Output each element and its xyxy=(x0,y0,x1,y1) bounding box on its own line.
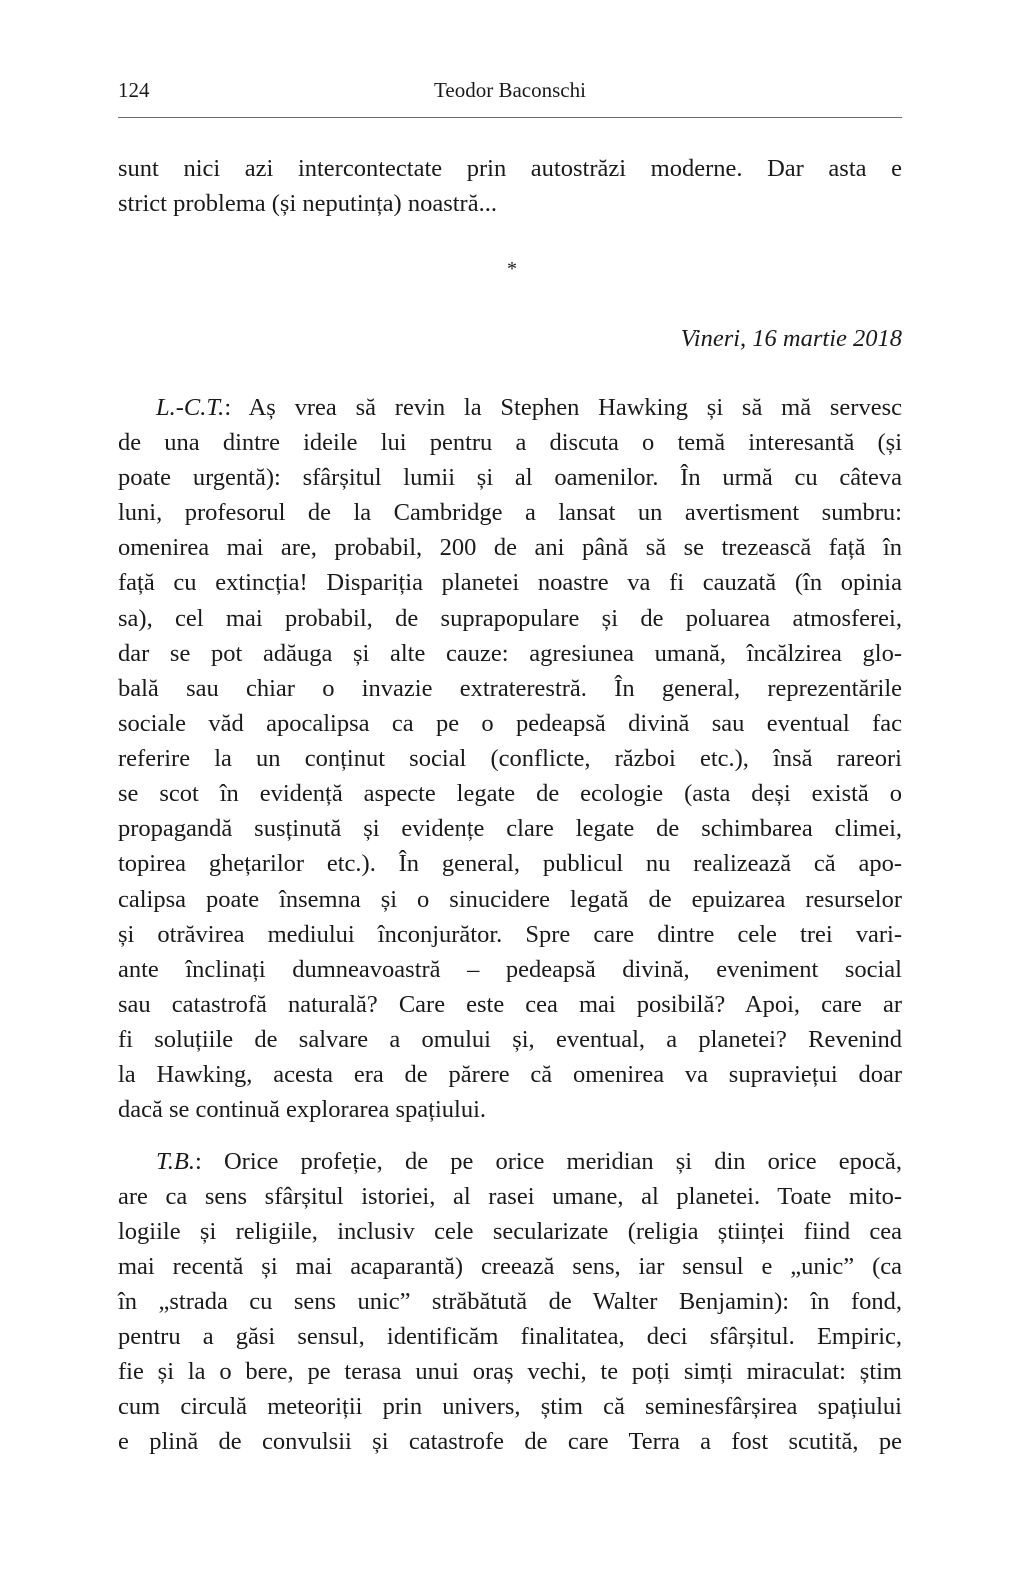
text-line: omenirea mai are, probabil, 200 de ani până să se trezească față în xyxy=(118,534,902,561)
header-rule xyxy=(118,117,902,118)
text-line: în „strada cu sens unic” străbătută de Walter Benjamin): în fond, xyxy=(118,1288,902,1315)
text-line: poate urgentă): sfârșitul lumii și al oamenilor. În urmă cu câteva xyxy=(118,464,902,491)
text-line: strict problema (și neputința) noastră... xyxy=(118,190,497,217)
text-line: ante înclinați dumneavoastră – pedeapsă divină, eveniment social xyxy=(118,956,902,983)
text-line: sunt nici azi intercontectate prin autostrăzi moderne. Dar asta e xyxy=(118,155,902,182)
text-line: pentru a găsi sensul, identificăm finalitatea, deci sfârșitul. Empiric, xyxy=(118,1323,902,1350)
speaker-label: T.B. xyxy=(156,1148,196,1175)
text-line: calipsa poate însemna și o sinucidere legată de epuizarea resurselor xyxy=(118,886,902,913)
text-line: referire la un conținut social (conflicte, război etc.), însă rareori xyxy=(118,745,902,772)
text-span: : Orice profeție, de pe orice meridian și din orice epocă, xyxy=(195,1148,902,1175)
answer-first-line xyxy=(156,1146,902,1178)
question-first-line xyxy=(156,392,902,424)
text-line: față cu extincția! Dispariția planetei noastre va fi cauzată (în opinia xyxy=(118,569,902,596)
text-line: dacă se continuă explorarea spațiului. xyxy=(118,1096,487,1123)
text-line: are ca sens sfârșitul istoriei, al rasei umane, al planetei. Toate mito- xyxy=(118,1183,902,1210)
text-line: și otrăvirea mediului înconjurător. Spre care dintre cele trei vari- xyxy=(118,921,902,948)
section-separator: * xyxy=(507,258,517,280)
text-line: fie și la o bere, pe terasa unui oraș vechi, te poți simți miraculat: știm xyxy=(118,1358,902,1385)
text-span: : Aș vrea să revin la Stephen Hawking și să mă servesc xyxy=(224,394,902,421)
text-line: se scot în evidență aspecte legate de ecologie (asta deși există o xyxy=(118,780,902,807)
page-header xyxy=(118,78,902,108)
text-line: sau catastrofă naturală? Care este cea mai posibilă? Apoi, care ar xyxy=(118,991,902,1018)
speaker-label: L.-C.T. xyxy=(156,394,225,421)
text-line: sa), cel mai probabil, de suprapopulare și de poluarea atmosferei, xyxy=(118,605,902,632)
text-line: cum circulă meteoriții prin univers, știm că seminesfârșirea spațiului xyxy=(118,1393,902,1420)
text-line: fi soluțiile de salvare a omului și, eventual, a planetei? Revenind xyxy=(118,1026,902,1053)
text-line: dar se pot adăuga și alte cauze: agresiunea umană, încălzirea glo- xyxy=(118,640,902,667)
page-number: 124 xyxy=(118,78,150,102)
text-line: mai recentă și mai acaparantă) creează sens, iar sensul e „unic” (ca xyxy=(118,1253,902,1280)
running-title: Teodor Baconschi xyxy=(434,78,586,102)
text-line: e plină de convulsii și catastrofe de care Terra a fost scutită, pe xyxy=(118,1428,902,1455)
text-line: propagandă susținută și evidențe clare legate de schimbarea climei, xyxy=(118,815,902,842)
text-line: bală sau chiar o invazie extraterestră. În general, reprezentările xyxy=(118,675,902,702)
text-line: luni, profesorul de la Cambridge a lansat un avertisment sumbru: xyxy=(118,499,902,526)
entry-date: Vineri, 16 martie 2018 xyxy=(680,325,902,352)
text-line: topirea ghețarilor etc.). În general, publicul nu realizează că apo- xyxy=(118,850,902,877)
text-line: sociale văd apocalipsa ca pe o pedeapsă divină sau eventual fac xyxy=(118,710,902,737)
text-line: logiile și religiile, inclusiv cele secularizate (religia științei fiind cea xyxy=(118,1218,902,1245)
text-line: de una dintre ideile lui pentru a discuta o temă interesantă (și xyxy=(118,429,902,456)
text-line: la Hawking, acesta era de părere că omenirea va supraviețui doar xyxy=(118,1061,902,1088)
